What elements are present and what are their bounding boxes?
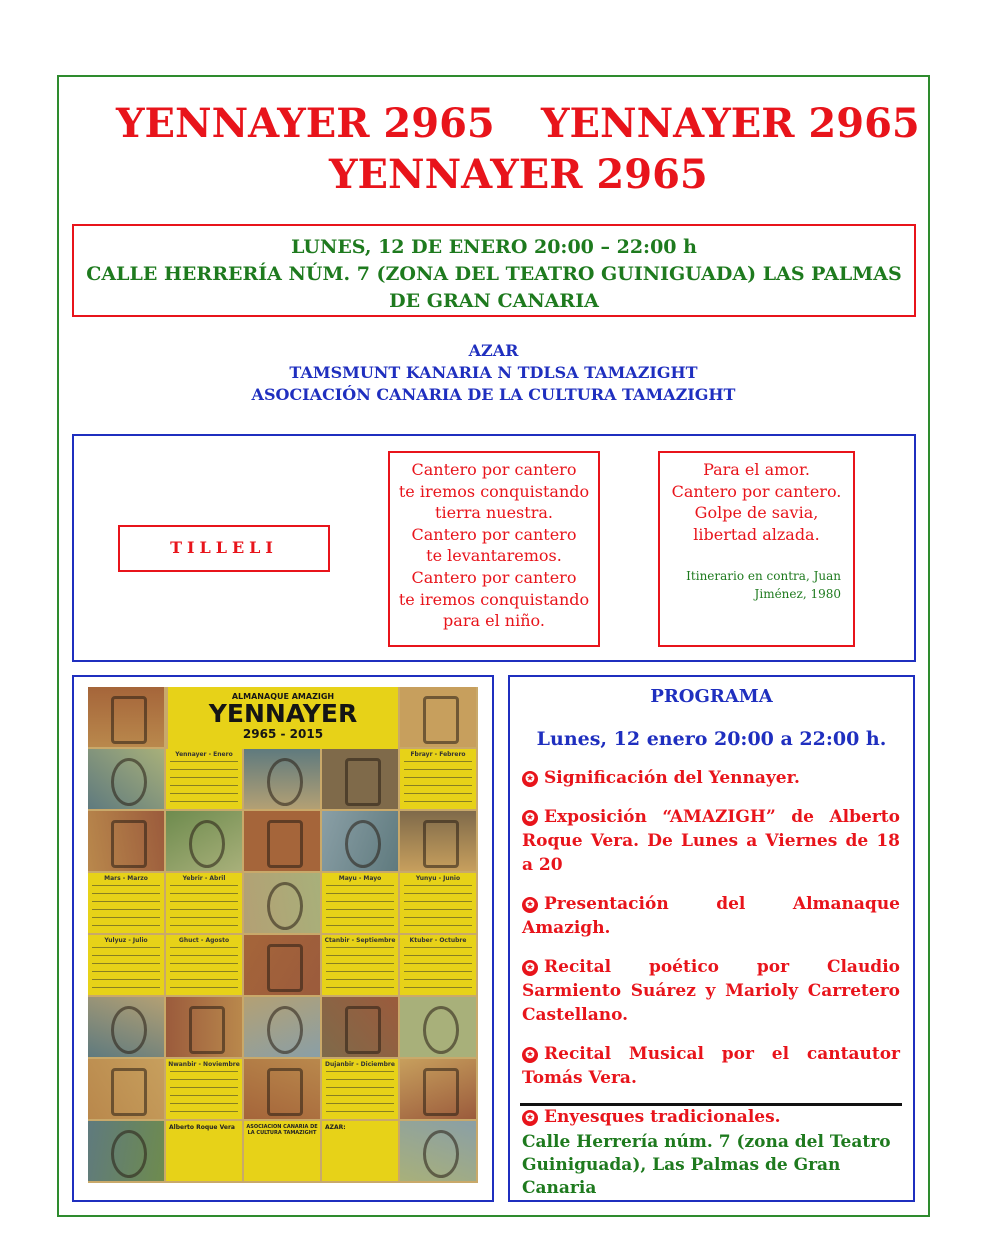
poster-artwork-tile xyxy=(244,749,320,809)
poster-artwork-tile xyxy=(88,687,164,747)
poster-artwork-figure xyxy=(423,1130,459,1178)
poster-artwork-figure xyxy=(267,758,303,806)
poster-artwork-tile xyxy=(322,997,398,1057)
poster-artwork-figure xyxy=(345,1006,381,1054)
poem-line: Cantero por cantero xyxy=(411,567,577,587)
star-bullet-icon: ✪ xyxy=(522,1110,538,1126)
poster-month-name: Ktuber - Octubre xyxy=(409,937,467,944)
divider xyxy=(520,1103,902,1106)
poster-artwork-figure xyxy=(345,820,381,868)
poster-artwork-tile xyxy=(244,997,320,1057)
programa-item: ✪ Recital poético por Claudio Sarmiento Suárez y Marioly Carretero Castellano. xyxy=(522,957,900,1025)
programa-title: PROGRAMA xyxy=(650,686,773,707)
poster-artwork-tile xyxy=(400,811,476,871)
poster-month-calendar xyxy=(166,1059,242,1119)
poster-month-calendar xyxy=(88,873,164,933)
poster-month-calendar xyxy=(322,1059,398,1119)
poster-artwork-figure xyxy=(111,820,147,868)
programa-subtitle: Lunes, 12 enero 20:00 a 22:00 h. xyxy=(536,728,887,750)
poster-artwork-tile xyxy=(244,811,320,871)
poster-month-calendar xyxy=(322,935,398,995)
almanac-poster-image xyxy=(88,687,478,1183)
poster-artwork-figure xyxy=(267,1068,303,1116)
poster-assoc-block xyxy=(244,1121,320,1181)
poster-artwork-figure xyxy=(423,820,459,868)
poster-artwork-figure xyxy=(423,696,459,744)
title-2: YENNAYER 2965 xyxy=(541,100,920,147)
poster-header-big: YENNAYER xyxy=(208,699,358,728)
poster-artwork-tile xyxy=(322,749,398,809)
poem-line: Para el amor. xyxy=(703,460,810,479)
poem-line: Golpe de savia, xyxy=(694,503,819,523)
programa-address: Calle Herrería núm. 7 (zona del Teatro Guiniguada), Las Palmas de Gran Canaria xyxy=(522,1132,891,1198)
poster-month-grid xyxy=(326,885,394,930)
poster-month-grid xyxy=(326,1071,394,1116)
poster-month-calendar xyxy=(166,749,242,809)
poem-line: Cantero por cantero xyxy=(411,524,577,544)
poster-month-grid xyxy=(92,947,160,992)
poster-artwork-tile xyxy=(244,935,320,995)
poster-month-grid xyxy=(404,947,472,992)
poem-credit xyxy=(660,567,853,603)
poster-month-name: Yunyu - Junio xyxy=(415,875,461,882)
poster-artwork-tile xyxy=(88,1121,164,1181)
poster-artist-block xyxy=(166,1121,242,1181)
organizer-azar: AZAR xyxy=(468,341,519,360)
poem-line: te iremos conquistando xyxy=(398,589,590,609)
poster-month-calendar xyxy=(400,935,476,995)
poster-month-calendar xyxy=(400,873,476,933)
programa-item: ✪ Exposición “AMAZIGH” de Alberto Roque Vera. De Lunes a Viernes de 18 a 20 xyxy=(522,807,900,875)
title-1: YENNAYER 2965 xyxy=(116,100,495,147)
poster-artwork-figure xyxy=(111,1068,147,1116)
poster-month-name: Mayu - Mayo xyxy=(338,875,382,882)
poster-header-years: 2965 - 2015 xyxy=(242,727,324,741)
poster-month-calendar xyxy=(166,935,242,995)
poster-artwork-figure xyxy=(111,1006,147,1054)
poem-box-1 xyxy=(388,451,600,647)
poster-artwork-tile xyxy=(400,687,476,747)
star-bullet-icon: ✪ xyxy=(522,897,538,913)
poster-artwork-tile xyxy=(244,873,320,933)
poster-month-grid xyxy=(170,761,238,806)
poem-line: te levantaremos. xyxy=(426,546,562,566)
poster-artwork-tile xyxy=(166,811,242,871)
star-bullet-icon: ✪ xyxy=(522,810,538,826)
poster-month-calendar xyxy=(400,749,476,809)
poster-header-small: ALMANAQUE AMAZIGH xyxy=(231,692,335,701)
poster-month-name: Fbrayr - Febrero xyxy=(410,751,466,758)
poster-artwork-figure xyxy=(267,820,303,868)
poem-line: libertad alzada. xyxy=(693,524,820,544)
star-bullet-icon: ✪ xyxy=(522,1047,538,1063)
event-address-city: DE GRAN CANARIA xyxy=(389,290,599,312)
programa-item: ✪ Recital Musical por el cantautor Tomás Vera. xyxy=(522,1044,900,1088)
poster-month-grid xyxy=(92,885,160,930)
poem-credit-line: Itinerario en contra, Juan xyxy=(686,569,841,584)
poster-month-calendar xyxy=(166,873,242,933)
poster-month-name: Yennayer - Enero xyxy=(175,751,233,758)
event-date: LUNES, 12 DE ENERO 20:00 – 22:00 h xyxy=(291,236,697,258)
poem-credit-line: Jiménez, 1980 xyxy=(754,587,841,602)
star-bullet-icon: ✪ xyxy=(522,771,538,787)
poster-artwork-tile xyxy=(88,811,164,871)
poster-month-grid xyxy=(170,885,238,930)
poster-azar-block xyxy=(322,1121,398,1181)
poem-line: para el niño. xyxy=(443,611,545,631)
poster-artwork-tile xyxy=(400,997,476,1057)
poster-artwork-figure xyxy=(423,1006,459,1054)
poster-month-grid xyxy=(170,1071,238,1116)
poster-artwork-figure xyxy=(189,820,225,868)
poem-line: Cantero por cantero. xyxy=(671,481,842,501)
poster-artwork-figure xyxy=(267,1006,303,1054)
poster-artwork-figure xyxy=(345,758,381,806)
organizer-asociacion: ASOCIACIÓN CANARIA DE LA CULTURA TAMAZIGHT xyxy=(251,385,736,404)
poster-month-grid xyxy=(326,947,394,992)
poem-line: Cantero por cantero xyxy=(411,460,577,479)
organizer-tamsmunt: TAMSMUNT KANARIA N TDLSA TAMAZIGHT xyxy=(289,363,698,382)
event-info-box xyxy=(72,224,916,317)
poster-azar-text: AZAR: xyxy=(325,1124,346,1131)
poster-artwork-figure xyxy=(111,1130,147,1178)
poster-month-name: Yulyuz - Julio xyxy=(104,937,148,944)
poster-artwork-figure xyxy=(189,1006,225,1054)
star-bullet-icon: ✪ xyxy=(522,960,538,976)
poster-month-grid xyxy=(170,947,238,992)
poster-month-calendar xyxy=(88,935,164,995)
poem-box-2 xyxy=(658,451,855,647)
tilleli-label: TILLELI xyxy=(118,525,330,572)
poem-line: tierra nuestra. xyxy=(435,503,553,523)
poster-month-name: Ctanbir - Septiembre xyxy=(324,937,396,944)
poster-artwork-tile xyxy=(322,811,398,871)
programa-item: ✪ Enyesques tradicionales. xyxy=(522,1105,900,1129)
poster-artwork-tile xyxy=(88,749,164,809)
poster-artwork-tile xyxy=(400,1059,476,1119)
poster-month-name: Dujanbir - Diciembre xyxy=(325,1061,395,1068)
programa-item: ✪ Significación del Yennayer. xyxy=(522,766,900,790)
programa-list xyxy=(522,766,900,1144)
poster-artwork-figure xyxy=(423,1068,459,1116)
poster-artwork-tile xyxy=(244,1059,320,1119)
poster-artwork-figure xyxy=(267,882,303,930)
poster-month-name: Yebrir - Abril xyxy=(182,875,226,882)
poster-month-calendar xyxy=(322,873,398,933)
poem-line: te iremos conquistando xyxy=(398,481,590,501)
title-3: YENNAYER 2965 xyxy=(329,151,708,198)
event-address-line: CALLE HERRERÍA NÚM. 7 (ZONA DEL TEATRO GUINIGUADA) LAS PALMAS xyxy=(86,263,902,285)
poster-artwork-tile xyxy=(88,997,164,1057)
poster-artwork-tile xyxy=(166,997,242,1057)
poster-assoc-text: ASOCIACION CANARIA DE LA CULTURA TAMAZIGHT xyxy=(246,1124,318,1136)
poster-month-grid xyxy=(404,885,472,930)
programa-item: ✪ Presentación del Almanaque Amazigh. xyxy=(522,894,900,938)
poster-artwork-tile xyxy=(400,1121,476,1181)
poster-artwork-tile xyxy=(88,1059,164,1119)
poster-artist-text: Alberto Roque Vera xyxy=(169,1124,235,1131)
poster-artwork-figure xyxy=(267,944,303,992)
poster-month-name: Mars - Marzo xyxy=(104,875,148,882)
poster-artwork-figure xyxy=(111,758,147,806)
poster-artwork-figure xyxy=(111,696,147,744)
poster-month-name: Ghuct - Agosto xyxy=(178,937,230,944)
poster-header xyxy=(168,687,398,749)
poster-month-grid xyxy=(404,761,472,806)
poster-month-name: Nwanbir - Noviembre xyxy=(168,1061,240,1068)
